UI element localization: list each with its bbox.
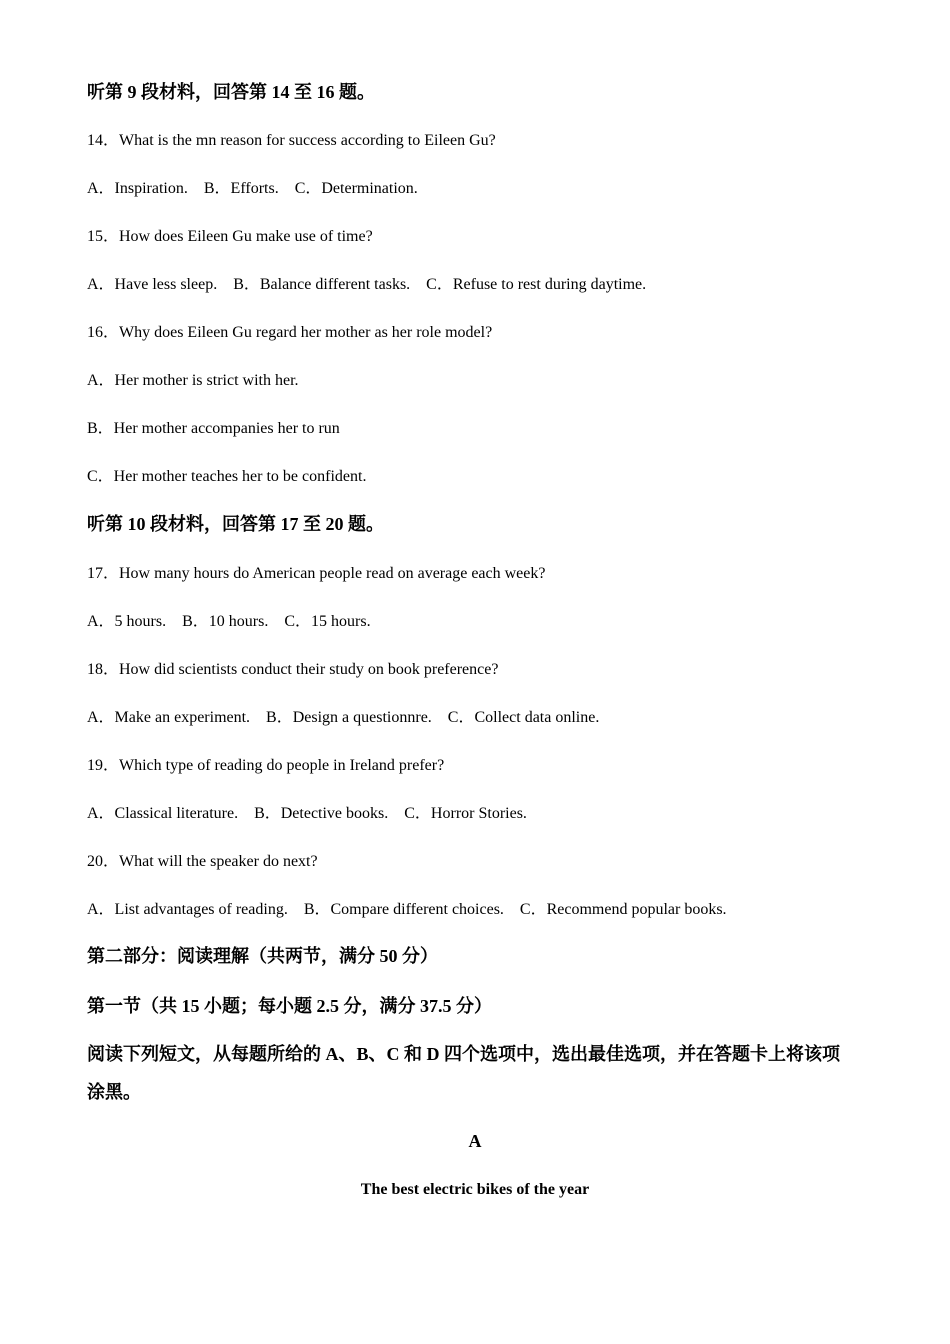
heading-section-10: 听第 10 段材料，回答第 17 至 20 题。 [87,514,384,534]
question-16-option-a: A．Her mother is strict with her. [87,372,299,389]
question-15-options: A．Have less sleep. B．Balance different tasks. C．Refuse to rest during daytime. [87,276,647,293]
reading-instruction: 阅读下列短文，从每题所给的 A、B、C 和 D 四个选项中，选出最佳选项，并在答题卡上将该项涂黑。 [87,1044,840,1102]
passage-title: The best electric bikes of the year [360,1181,590,1198]
question-18: 18．How did scientists conduct their study on book preference? [87,661,499,678]
heading-section-9: 听第 9 段材料，回答第 14 至 16 题。 [87,82,375,102]
question-14: 14．What is the mn reason for success according to Eileen Gu? [87,132,496,149]
question-16-option-c: C．Her mother teaches her to be confident. [87,468,367,485]
question-19: 19．Which type of reading do people in Ireland prefer? [87,757,445,774]
question-16: 16．Why does Eileen Gu regard her mother as her role model? [87,324,493,341]
question-14-options: A．Inspiration. B．Efforts. C．Determination. [87,180,418,197]
question-19-options: A．Classical literature. B．Detective books. C．Horror Stories. [87,805,527,822]
question-16-option-b: B．Her mother accompanies her to run [87,420,340,437]
question-18-options: A．Make an experiment. B．Design a questionnre. C．Collect data online. [87,709,600,726]
passage-letter: A [468,1131,482,1151]
question-20: 20．What will the speaker do next? [87,853,318,870]
question-17: 17．How many hours do American people read on average each week? [87,565,546,582]
part-two-heading: 第二部分：阅读理解（共两节，满分 50 分） [87,946,438,966]
section-one-heading: 第一节（共 15 小题；每小题 2.5 分，满分 37.5 分） [87,996,492,1016]
question-17-options: A．5 hours. B．10 hours. C．15 hours. [87,613,371,630]
question-15: 15．How does Eileen Gu make use of time? [87,228,373,245]
question-20-options: A．List advantages of reading. B．Compare different choices. C．Recommend popular books. [87,901,727,918]
